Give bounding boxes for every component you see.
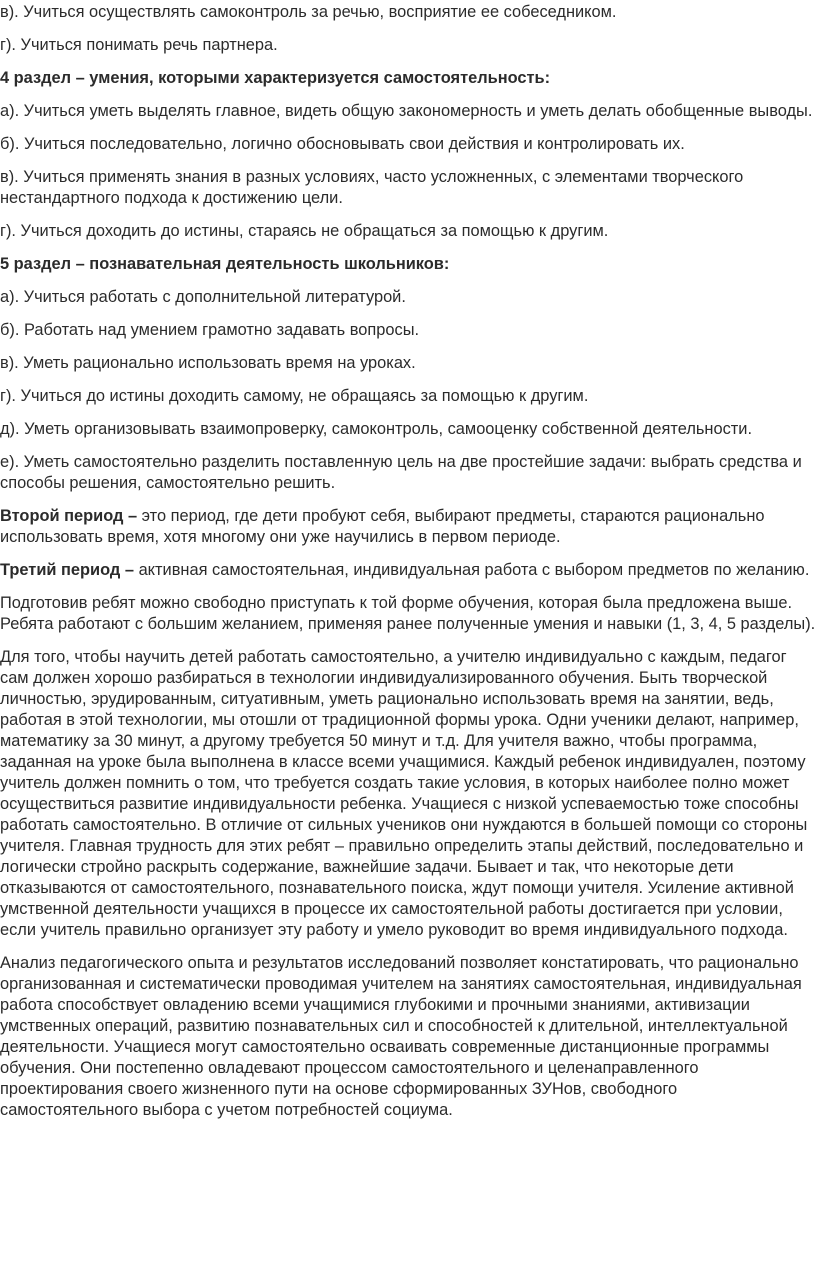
preparation-paragraph: Подготовив ребят можно свободно приступать к той форме обучения, которая была предложена выше. Ребята работают с большим желанием, применяя ранее полученные умения и навыки (1, 3, 4, 5 разделы). [0,594,816,633]
second-period-lead: Второй период – [0,507,138,525]
list-item-a-main-idea: а). Учиться уметь выделять главное, видеть общую закономерность и уметь делать обобщенные выводы. [0,102,813,120]
list-item-e-split-goal: е). Уметь самостоятельно разделить поставленную цель на две простейшие задачи: выбрать средства и способы решения, самостоятельно решить. [0,453,802,492]
third-period-lead: Третий период – [0,561,135,579]
section-4-heading: 4 раздел – умения, которыми характеризуется самостоятельность: [0,69,551,87]
list-item-v-use-time: в). Уметь рационально использовать время на уроках. [0,354,416,372]
list-item-g-reach-truth: г). Учиться до истины доходить самому, не обращаясь за помощью к другим. [0,387,589,405]
section-5-heading: 5 раздел – познавательная деятельность школьников: [0,255,450,273]
list-item-b-justify-actions: б). Учиться последовательно, логично обосновывать свои действия и контролировать их. [0,135,685,153]
document-page [0,2,816,1121]
analysis-paragraph: Анализ педагогического опыта и результатов исследований позволяет констатировать, что рационально организованная и систематически проводимая учителем на занятиях самостоятельная, индивидуальная работа способствует овладению всеми учащимися глубокими и прочными знаниями, активизации умственных операций, развитию познавательных сил и способностей к длительной, интеллектуальной деятельности. Учащиеся могут самостоятельно осваивать современные дистанционные программы обучения. Они постепенно овладевают процессом самостоятельного и целенаправленного проектирования своего жизненного пути на основе сформированных ЗУНов, свободного самостоятельного выбора с учетом потребностей социума. [0,954,802,1119]
third-period-paragraph [0,560,816,581]
second-period-paragraph [0,506,816,548]
second-period-text: это период, где дети пробуют себя, выбирают предметы, стараются рационально использовать время, хотя многому они уже научились в первом периоде. [0,507,765,546]
list-item-a-extra-literature: а). Учиться работать с дополнительной литературой. [0,288,406,306]
list-item-v-apply-knowledge: в). Учиться применять знания в разных условиях, часто усложненных, с элементами творческого нестандартного подхода к достижению цели. [0,168,744,207]
list-item-b-ask-questions: б). Работать над умением грамотно задавать вопросы. [0,321,420,339]
list-item-g-find-truth: г). Учиться доходить до истины, стараясь не обращаться за помощью к другим. [0,222,609,240]
teacher-role-paragraph: Для того, чтобы научить детей работать самостоятельно, а учителю индивидуально с каждым, педагог сам должен хорошо разбираться в технологии индивидуализированного обучения. Быть творческой личностью, эрудированным, ситуативным, уметь рационально использовать время на занятии, ведь, работая в этой технологии, мы отошли от традиционной формы урока. Одни ученики делают, например, математику за 30 минут, а другому требуется 50 минут и т.д. Для учителя важно, чтобы программа, заданная на уроке была выполнена в классе всеми учащимися. Каждый ребенок индивидуален, поэтому учитель должен помнить о том, что требуется создать такие условия, в которых наиболее полно может осуществиться развитие индивидуальности ребенка. Учащиеся с низкой успеваемостью тоже способны работать самостоятельно. В отличие от сильных учеников они нуждаются в большей помощи со стороны учителя. Главная трудность для этих ребят – правильно определить этапы действий, последовательно и логически стройно раскрыть содержание, важнейшие задачи. Бывает и так, что некоторые дети отказываются от самостоятельного, познавательного поиска, ждут помощи учителя. Усиление активной умственной деятельности учащихся в процессе их самостоятельной работы достигается при условии, если учитель правильно организует эту работу и умело руководит во время индивидуального подхода. [0,648,808,939]
third-period-text: активная самостоятельная, индивидуальная работа с выбором предметов по желанию. [134,561,810,579]
list-item-d-peer-review: д). Уметь организовывать взаимопроверку, самоконтроль, самооценку собственной деятельности. [0,420,752,438]
list-item-g-understand-partner: г). Учиться понимать речь партнера. [0,36,278,54]
list-item-v-self-control: в). Учиться осуществлять самоконтроль за речью, восприятие ее собеседником. [0,3,617,21]
